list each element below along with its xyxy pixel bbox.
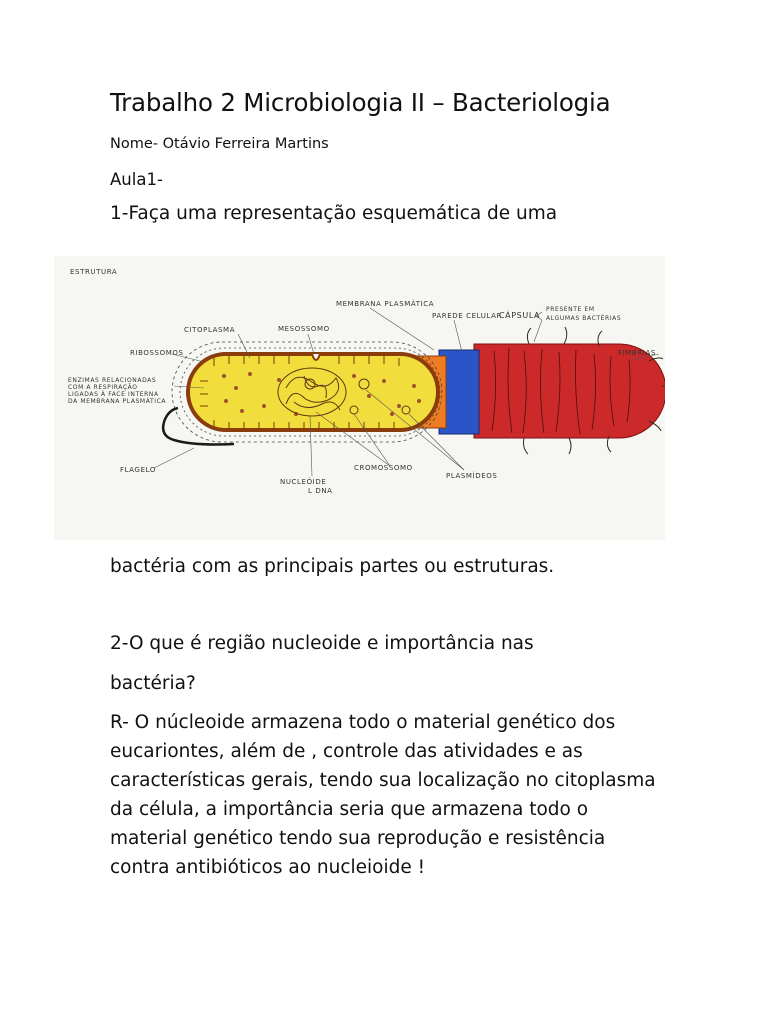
question-1-line-1: 1-Faça uma representação esquemática de uma — [110, 203, 558, 224]
label-cromossomo: CROMOSSOMO — [354, 464, 413, 472]
label-citoplasma: CITOPLASMA — [184, 326, 236, 334]
question-2-line-2: bactéria? — [110, 673, 196, 694]
label-enzimas-3: LIGADAS À FACE INTERNA — [68, 391, 159, 398]
label-flagelo: FLAGELO — [120, 466, 156, 474]
answer-line: da célula, a importância seria que armazena todo o — [110, 799, 589, 820]
author-name: Nome- Otávio Ferreira Martins — [110, 136, 329, 152]
label-plasmideos: PLASMÍDEOS — [446, 472, 498, 480]
answer-line: R- O núcleoide armazena todo o material genético dos — [110, 712, 616, 733]
label-enzimas-1: ENZIMAS RELACIONADAS — [68, 377, 157, 384]
label-capsula: CÁPSULA — [499, 311, 541, 320]
document-title: Trabalho 2 Microbiologia II – Bacteriologia — [110, 88, 611, 117]
label-ribossomos: RIBOSSOMOS — [130, 349, 184, 357]
answer-paragraph — [110, 708, 670, 882]
label-presente-2: ALGUMAS BACTÉRIAS — [546, 315, 622, 322]
lesson-label: Aula1- — [110, 170, 163, 189]
label-enzimas-2: COM A RESPIRAÇÃO — [68, 384, 138, 391]
bacteria-diagram — [54, 256, 665, 540]
figure-heading: ESTRUTURA — [70, 268, 118, 276]
label-fimbrias: FÍMBRIAS — [618, 349, 656, 357]
question-1-line-2: bactéria com as principais partes ou estruturas. — [110, 556, 555, 577]
label-membrana: MEMBRANA PLASMÁTICA — [336, 300, 435, 308]
answer-line: características gerais, tendo sua localização no citoplasma — [110, 770, 656, 791]
label-mesossomo: MESOSSOMO — [278, 325, 330, 333]
label-nucleoide: NUCLEÓIDE — [280, 478, 327, 486]
question-2-line-1: 2-O que é região nucleoide e importância nas — [110, 633, 534, 654]
label-parede: PAREDE CELULAR — [432, 312, 502, 320]
label-enzimas-4: DA MEMBRANA PLASMÁTICA — [68, 398, 167, 405]
answer-line: eucariontes, além de , controle das atividades e as — [110, 741, 583, 762]
answer-line: contra antibióticos ao nucleioide ! — [110, 857, 426, 878]
capsule-layer — [474, 344, 665, 438]
cytoplasm — [188, 354, 438, 430]
answer-line: material genético tendo sua reprodução e resistência — [110, 828, 606, 849]
label-dna: L DNA — [308, 487, 333, 495]
label-presente-1: PRESENTE EM — [546, 306, 595, 313]
bacteria-drawing — [54, 256, 665, 540]
